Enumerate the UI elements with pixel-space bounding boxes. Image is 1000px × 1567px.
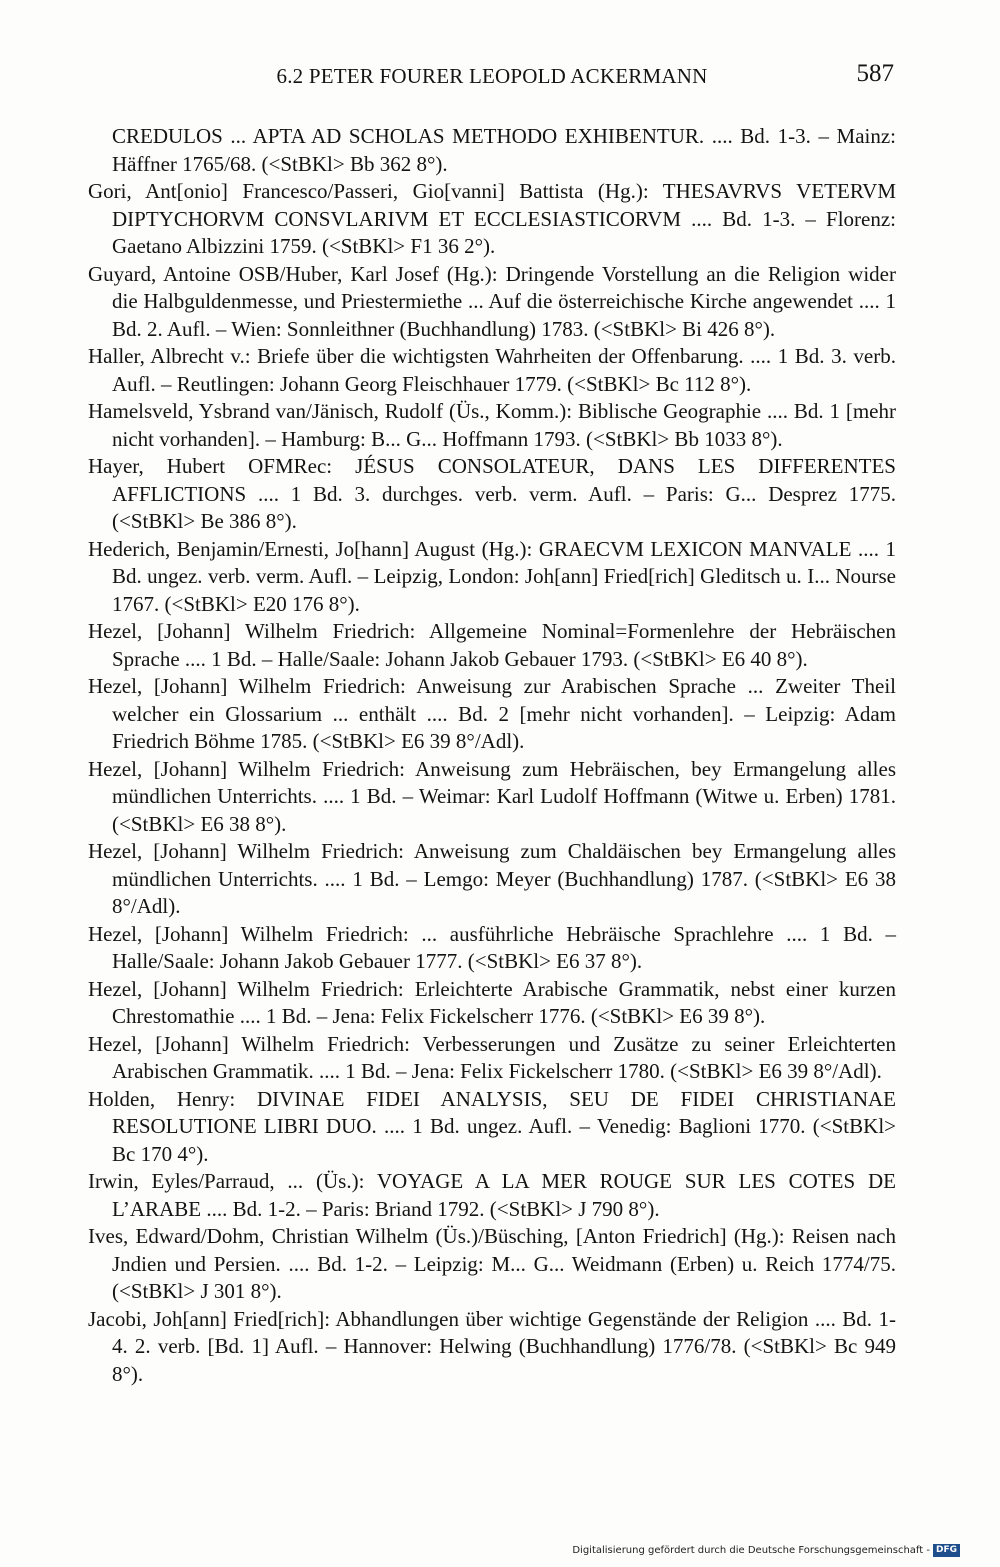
bibliography-entry: Irwin, Eyles/Parraud, ... (Üs.): VOYAGE A LA MER ROUGE SUR LES COTES DE L’ARABE .... Bd. 1-2. – Paris: Briand 1792. (<StBKl> J 790 8°). <box>88 1169 896 1221</box>
bibliography-entry: Gori, Ant[onio] Francesco/Passeri, Gio[vanni] Battista (Hg.): THESAVRVS VETERVM DIPTYCHORVM CONSVLARIVM ET ECCLESIASTICORVM .... Bd. 1-3. – Florenz: Gaetano Albizzini 1759. (<StBKl> F1 36 2°). <box>88 179 896 258</box>
bibliography-entry: Hezel, [Johann] Wilhelm Friedrich: Anweisung zur Arabischen Sprache ... Zweiter Theil welcher ein Glossarium ... enthält .... Bd. 2 [mehr nicht vorhanden]. – Leipzig: Adam Friedrich Böhme 1785. (<StBKl> E6 39 8°/Adl). <box>88 674 896 753</box>
bibliography-entry: CREDULOS ... APTA AD SCHOLAS METHODO EXHIBENTUR. .... Bd. 1-3. – Mainz: Häffner 1765/68. (<StBKl> Bb 362 8°). <box>112 124 896 176</box>
dfg-logo-icon: DFG <box>933 1544 960 1557</box>
bibliography-entry: Hezel, [Johann] Wilhelm Friedrich: Anweisung zum Chaldäischen bey Ermangelung alles mündlichen Unterrichts. .... 1 Bd. – Lemgo: Meyer (Buchhandlung) 1787. (<StBKl> E6 38 8°/Adl). <box>88 839 896 918</box>
bibliography-entry: Ives, Edward/Dohm, Christian Wilhelm (Üs.)/Büsching, [Anton Friedrich] (Hg.): Reisen nach Jndien und Persien. .... Bd. 1-2. – Leipzig: M... G... Weidmann (Erben) u. Reich 1774/75. (<StBKl> J 301 8°). <box>88 1224 896 1303</box>
bibliography-entry: Hezel, [Johann] Wilhelm Friedrich: ... ausführliche Hebräische Sprachlehre .... 1 Bd. – Halle/Saale: Johann Jakob Gebauer 1777. (<StBKl> E6 37 8°). <box>88 921 896 973</box>
digitization-credit <box>572 1544 960 1557</box>
bibliography-entry: Hezel, [Johann] Wilhelm Friedrich: Verbesserungen und Zusätze zu seiner Erleichterten Arabischen Grammatik. .... 1 Bd. – Jena: Felix Fickelscherr 1780. (<StBKl> E6 39 8°/Adl). <box>88 1031 896 1083</box>
running-head <box>88 60 896 92</box>
bibliography-entry: Hezel, [Johann] Wilhelm Friedrich: Allgemeine Nominal=Formenlehre der Hebräischen Sprache .... 1 Bd. – Halle/Saale: Johann Jakob Gebauer 1793. (<StBKl> E6 40 8°). <box>88 619 896 671</box>
bibliography-entry: Hezel, [Johann] Wilhelm Friedrich: Anweisung zum Hebräischen, bey Ermangelung alles mündlichen Unterrichts. .... 1 Bd. – Weimar: Karl Ludolf Hoffmann (Witwe u. Erben) 1781. (<StBKl> E6 38 8°). <box>88 756 896 836</box>
bibliography-entry: Hezel, [Johann] Wilhelm Friedrich: Erleichterte Arabische Grammatik, nebst einer kurzen Chrestomathie .... 1 Bd. – Jena: Felix Fickelscherr 1776. (<StBKl> E6 39 8°). <box>88 976 896 1028</box>
bibliography-entry: Jacobi, Joh[ann] Fried[rich]: Abhandlungen über wichtige Gegenstände der Religion .... Bd. 1-4. 2. verb. [Bd. 1] Aufl. – Hannover: Helwing (Buchhandlung) 1776/78. (<StBKl> Bc 949 8°). <box>88 1306 896 1386</box>
bibliography-entry: Holden, Henry: DIVINAE FIDEI ANALYSIS, SEU DE FIDEI CHRISTIANAE RESOLUTIONE LIBRI DUO. .... 1 Bd. ungez. Aufl. – Venedig: Baglioni 1770. (<StBKl> Bc 170 4°). <box>88 1086 896 1166</box>
bibliography-entry: Hederich, Benjamin/Ernesti, Jo[hann] August (Hg.): GRAECVM LEXICON MANVALE .... 1 Bd. ungez. verb. verm. Aufl. – Leipzig, London: Joh[ann] Fried[rich] Gleditsch u. I... Nourse 1767. (<StBKl> E20 176 8°). <box>88 536 896 616</box>
running-title: 6.2 PETER FOURER LEOPOLD ACKERMANN <box>276 64 708 88</box>
bibliography-entry: Hamelsveld, Ysbrand van/Jänisch, Rudolf (Üs., Komm.): Biblische Geographie .... Bd. 1 [mehr nicht vorhanden]. – Hamburg: B... G... Hoffmann 1793. (<StBKl> Bb 1033 8°). <box>88 399 896 451</box>
bibliography-entry: Hayer, Hubert OFMRec: JÉSUS CONSOLATEUR, DANS LES DIFFERENTES AFFLICTIONS .... 1 Bd. 3. durchges. verb. verm. Aufl. – Paris: G... Desprez 1775. (<StBKl> Be 386 8°). <box>88 454 896 533</box>
page-number: 587 <box>856 60 894 87</box>
bibliography-list <box>88 123 896 1388</box>
bibliography-entry: Haller, Albrecht v.: Briefe über die wichtigsten Wahrheiten der Offenbarung. .... 1 Bd. 3. verb. Aufl. – Reutlingen: Johann Georg Fleischhauer 1779. (<StBKl> Bc 112 8°). <box>88 344 896 396</box>
bibliography-entry: Guyard, Antoine OSB/Huber, Karl Josef (Hg.): Dringende Vorstellung an die Religion wider die Halbguldenmesse, und Priestermiethe ... Auf die österreichische Kirche angewendet .... 1 Bd. 2. Aufl. – Wien: Sonnleithner (Buchhandlung) 1783. (<StBKl> Bi 426 8°). <box>88 261 896 341</box>
credit-text: Digitalisierung gefördert durch die Deutsche Forschungsgemeinschaft - <box>572 1545 930 1556</box>
